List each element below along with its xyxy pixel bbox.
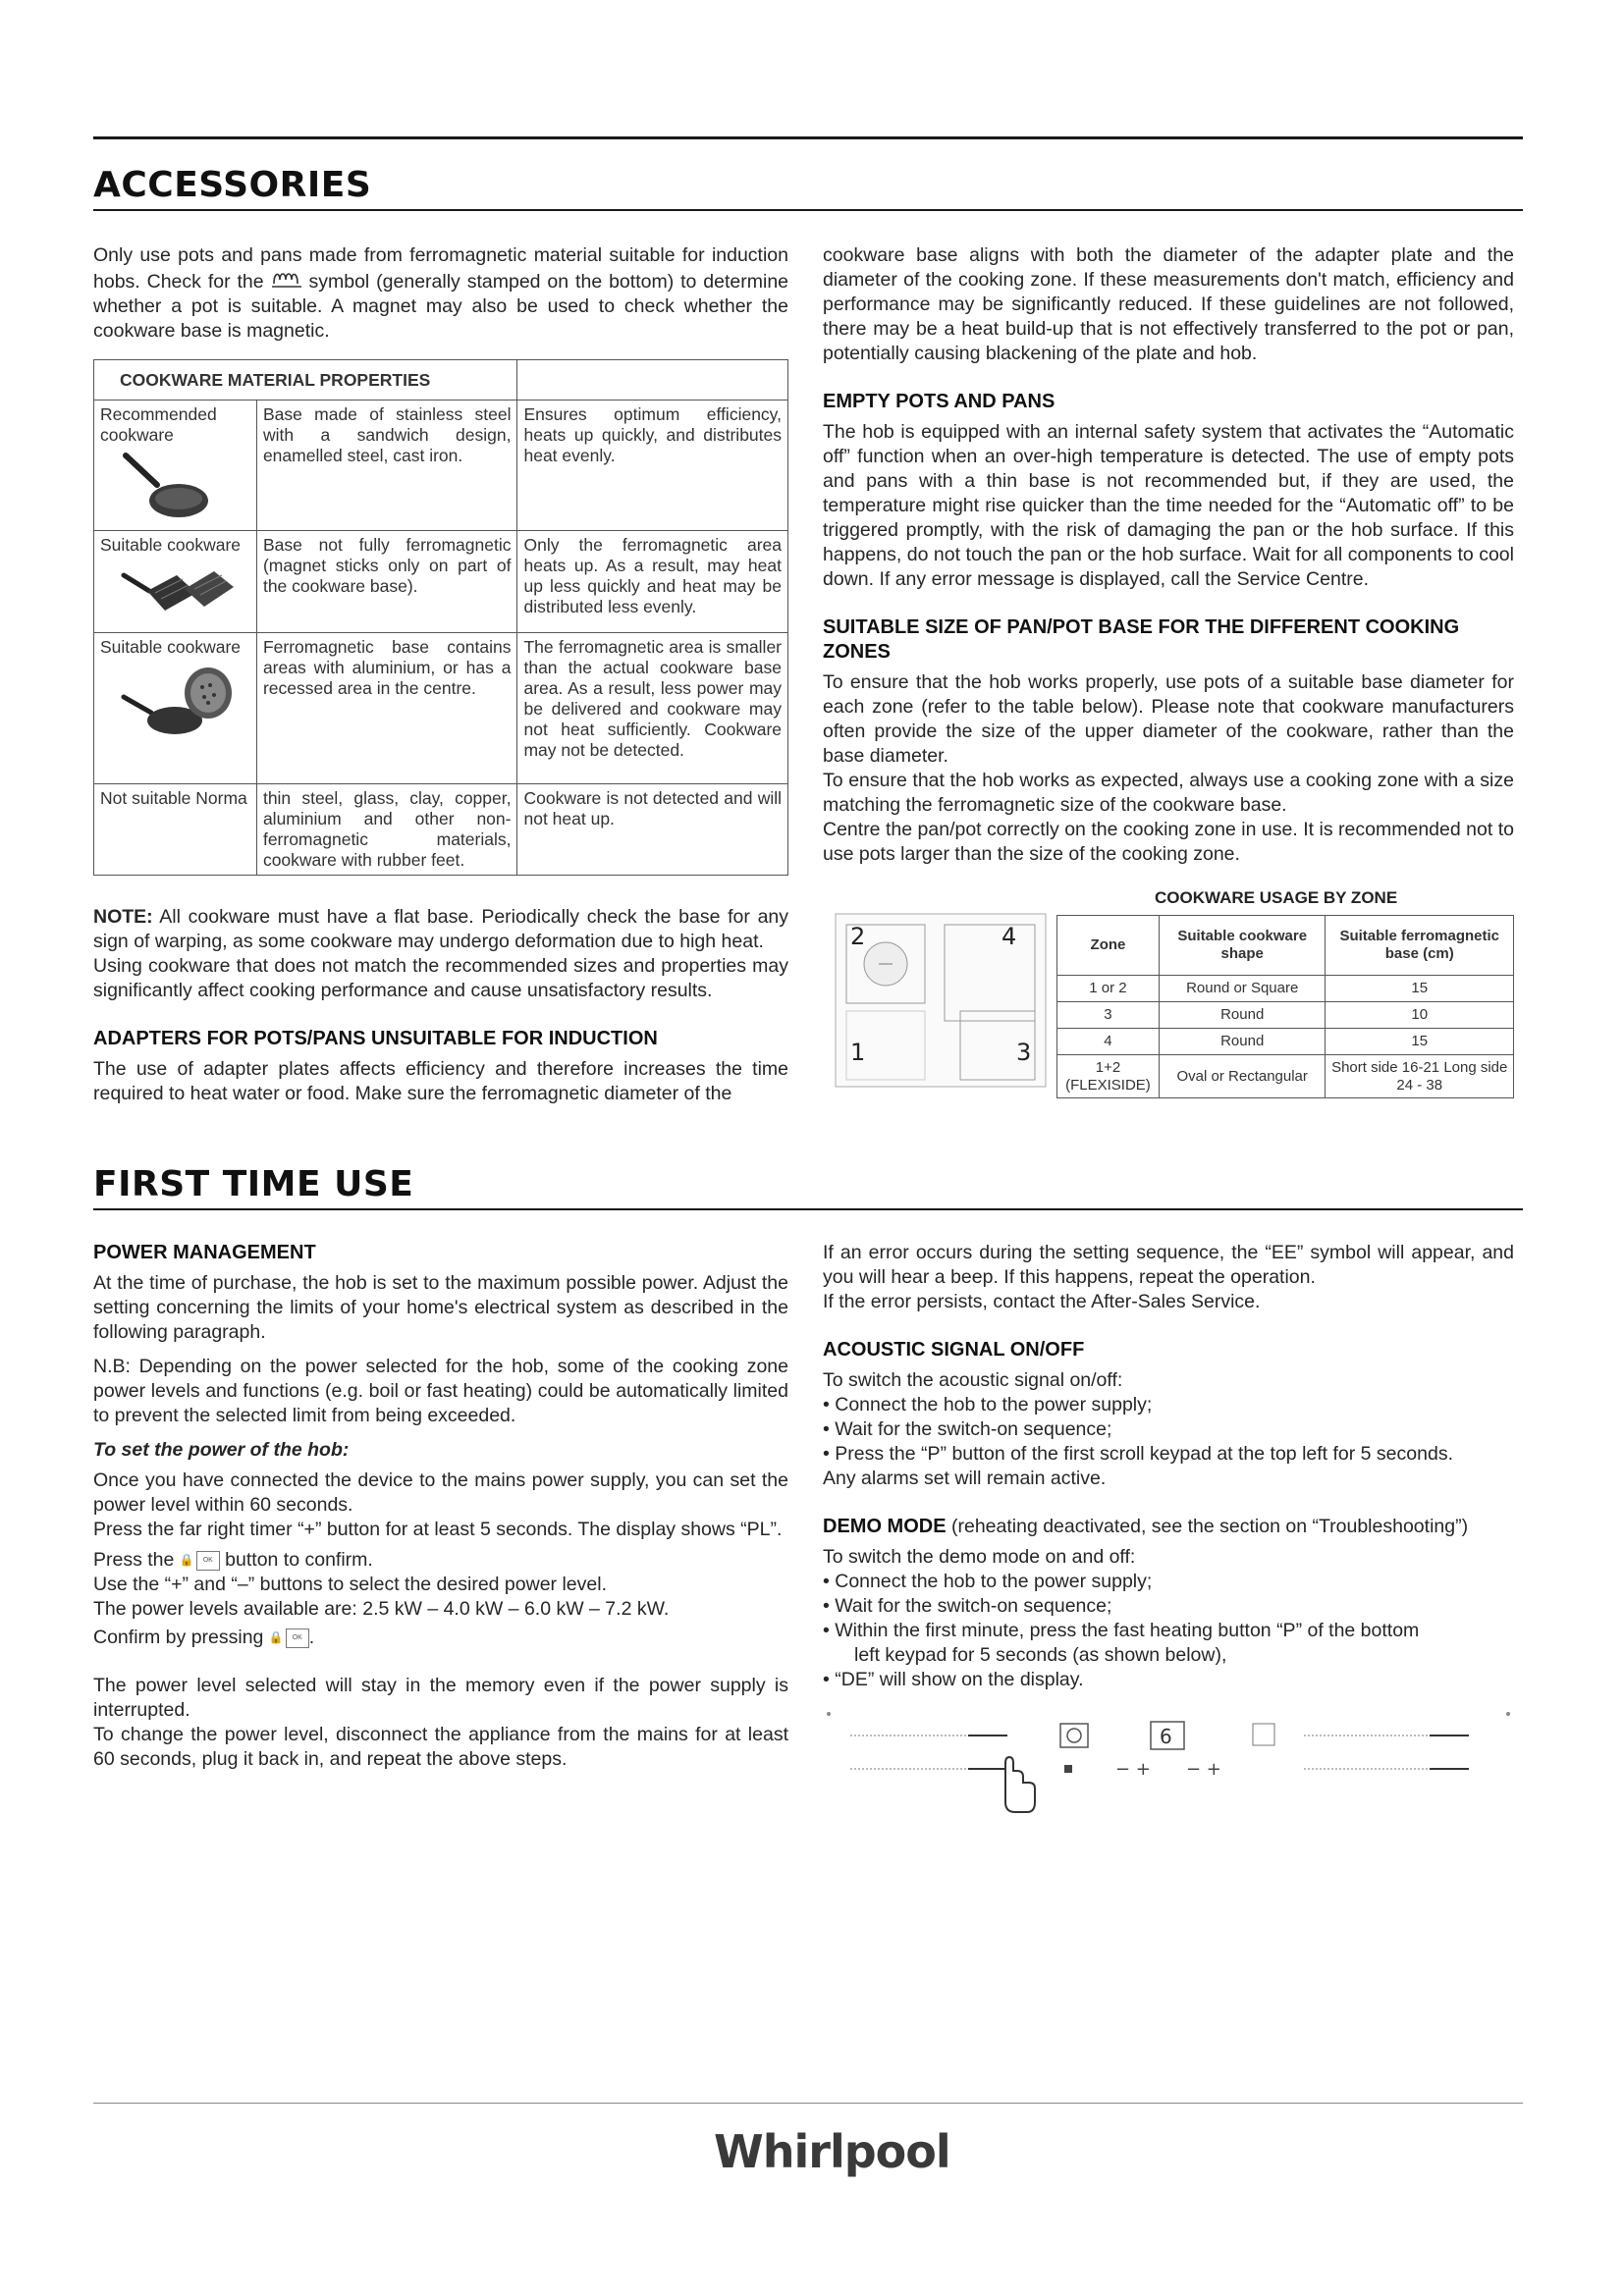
error-text-2: If the error persists, contact the After-Sales Service. <box>823 1291 1261 1312</box>
table-row <box>1057 1055 1514 1098</box>
size-text-2: To ensure that the hob works as expected, always use a cooking zone with a size matching the ferromagnetic size of the cookware base. <box>823 770 1514 816</box>
whirlpool-logo: Whirlpool <box>714 2125 950 2178</box>
demo-step-3: Within the first minute, press the fast heating button “P” of the bottom <box>835 1620 1420 1641</box>
size-text-3: Centre the pan/pot correctly on the cooking zone in use. It is recommended not to use pots larger than the size of the cooking zone. <box>823 819 1514 865</box>
list-item: • Wait for the switch-on sequence; <box>823 1594 1514 1619</box>
row-type: Suitable cookware <box>100 637 241 657</box>
list-item: • “DE” will show on the display. <box>823 1668 1514 1692</box>
pans-icon <box>120 664 238 742</box>
adapters-heading: ADAPTERS FOR POTS/PANS UNSUITABLE FOR INDUCTION <box>93 1028 658 1049</box>
row-result: Ensures optimum efficiency, heats up quickly, and distributes heat evenly. <box>517 400 788 531</box>
shape-cell: Round or Square <box>1159 976 1326 1002</box>
zone-cell: 3 <box>1057 1002 1160 1029</box>
zone-usage-table <box>1056 915 1514 1098</box>
zone-label-4: 4 <box>1001 923 1017 950</box>
accessories-left-bottom <box>93 905 788 1106</box>
row-type: Recommended cookware <box>100 404 217 445</box>
power-icon <box>1067 1729 1081 1742</box>
intro-part-1: Only use pots and pans made from ferromagnetic material suitable for induction hobs. Check for the <box>93 244 788 293</box>
accessories-title: ACCESSORIES <box>93 165 372 205</box>
set-power-heading: To set the power of the hob: <box>93 1439 350 1461</box>
to-confirm-text: button to confirm. <box>225 1549 373 1571</box>
list-item: • Connect the hob to the power supply; <box>823 1393 1514 1417</box>
acoustic-steps <box>823 1393 1514 1467</box>
shape-cell: Oval or Rectangular <box>1159 1055 1326 1098</box>
table-row <box>94 784 788 876</box>
base-cell: Short side 16-21 Long side 24 - 38 <box>1326 1055 1514 1098</box>
base-header: Suitable ferromagnetic base (cm) <box>1326 916 1514 976</box>
press-confirm-line <box>93 1548 788 1573</box>
row-material: thin steel, glass, clay, copper, aluminium and other non-ferromagnetic materials, cookware with rubber feet. <box>256 784 517 876</box>
demo-steps <box>823 1570 1514 1692</box>
table-row <box>1057 1029 1514 1055</box>
base-cell: 15 <box>1326 976 1514 1002</box>
demo-heading-line <box>823 1515 1514 1539</box>
note-text: All cookware must have a flat base. Periodically check the base for any sign of warping, as some cookware may undergo deformation due to high heat. <box>93 906 789 952</box>
hob-keypad-illustration <box>821 1708 1514 1816</box>
table-row <box>94 633 788 784</box>
zone-table-header <box>1057 916 1514 976</box>
size-heading: SUITABLE SIZE OF PAN/POT BASE FOR THE DIFFERENT COOKING ZONES <box>823 616 1460 663</box>
first-time-use-title-rule <box>93 1208 1523 1210</box>
shape-cell: Round <box>1159 1029 1326 1055</box>
empty-pots-text: The hob is equipped with an internal safety system that activates the “Automatic off” function when an over-high temperature is detected. The use of empty pots and pans with a thin base is not recommended but, if they are used, the temperature might rise quicker than the time needed for the “Automatic off” to be triggered promptly, with the risk of damaging the pan or the hob surface. If this happens, do not touch the pan or the hob surface. Wait for all components to cool down. If any error message is displayed, call the Service Centre. <box>823 421 1514 590</box>
hob-zones-diagram <box>835 913 1047 1088</box>
acoustic-outro: Any alarms set will remain active. <box>823 1468 1107 1489</box>
shape-header: Suitable cookware shape <box>1159 916 1326 976</box>
first-use-right-column <box>823 1241 1514 1692</box>
note-label: NOTE: <box>93 906 153 928</box>
table-row <box>1057 976 1514 1002</box>
grill-pan-icon <box>120 561 236 618</box>
frying-pan-icon <box>120 452 210 522</box>
base-cell: 15 <box>1326 1029 1514 1055</box>
accessories-right-column <box>823 243 1514 867</box>
intro-part-2: symbol (generally stamped on the bottom) to determine whether a pot is suitable. A magnet may also be used to check whether the cookware base is magnetic. <box>93 271 789 342</box>
ok-button[interactable]: OK <box>286 1629 309 1648</box>
acoustic-intro: To switch the acoustic signal on/off: <box>823 1369 1123 1391</box>
row-material: Base not fully ferromagnetic (magnet sticks only on part of the cookware base). <box>256 531 517 633</box>
cookware-material-table <box>93 359 788 876</box>
demo-heading: DEMO MODE <box>823 1516 947 1537</box>
minus-plus-right: − + <box>1186 1759 1221 1780</box>
list-item: • Press the “P” button of the first scroll keypad at the top left for 5 seconds. <box>823 1442 1514 1467</box>
zone-cell: 1 or 2 <box>1057 976 1160 1002</box>
demo-intro: To switch the demo mode on and off: <box>823 1546 1136 1568</box>
zone-label-3: 3 <box>1016 1039 1032 1066</box>
footer-rule <box>93 2103 1523 2104</box>
first-time-use-title: FIRST TIME USE <box>93 1164 414 1204</box>
zone-cell: 1+2 (FLEXISIDE) <box>1057 1055 1160 1098</box>
minus-plus-left: − + <box>1115 1759 1151 1780</box>
first-use-left-column <box>93 1241 788 1772</box>
use-buttons-text: Use the “+” and “–” buttons to select the desired power level. <box>93 1574 607 1595</box>
list-item: • Connect the hob to the power supply; <box>823 1570 1514 1594</box>
power-management-heading: POWER MANAGEMENT <box>93 1242 316 1263</box>
confirm-pressing-line: Confirm by pressing 🔒 OK . <box>93 1627 315 1648</box>
finger-pointer-icon <box>1005 1757 1035 1812</box>
adapters-continued: cookware base aligns with both the diameter of the adapter plate and the diameter of the cooking zone. If these measurements don't match, efficiency and performance may be significantly reduced. If these guidelines are not followed, there may be a heat build-up that is not effectively transferred to the pot or pan, potentially causing blackening of the plate and hob. <box>823 244 1514 364</box>
table-row <box>94 531 788 633</box>
material-table-header: COOKWARE MATERIAL PROPERTIES <box>94 360 517 400</box>
memory-text-1: The power level selected will stay in the memory even if the power supply is interrupted. <box>93 1675 788 1721</box>
power-levels-text: The power levels available are: 2.5 kW – 4.0 kW – 6.0 kW – 7.2 kW. <box>93 1598 670 1620</box>
confirm-pressing-text: Confirm by pressing <box>93 1627 264 1648</box>
row-result: Only the ferromagnetic area heats up. As a result, may heat up less quickly and heat may be distributed less evenly. <box>517 531 788 633</box>
table-row <box>1057 1002 1514 1029</box>
ok-button[interactable]: OK <box>196 1551 220 1571</box>
shape-cell: Round <box>1159 1002 1326 1029</box>
row-material: Base made of stainless steel with a sandwich design, enamelled steel, cast iron. <box>256 400 517 531</box>
adapters-text: The use of adapter plates affects efficiency and therefore increases the time required to heat water or food. Make sure the ferromagnetic diameter of the <box>93 1058 788 1104</box>
table-row <box>94 400 788 531</box>
demo-step-3-cont: left keypad for 5 seconds (as shown below), <box>854 1644 1227 1666</box>
error-text-1: If an error occurs during the setting sequence, the “EE” symbol will appear, and you will hear a beep. If this happens, repeat the operation. <box>823 1242 1514 1288</box>
demo-note: (reheating deactivated, see the section on “Troubleshooting”) <box>950 1516 1469 1537</box>
zone-label-2: 2 <box>850 923 866 950</box>
memory-text-2: To change the power level, disconnect the appliance from the mains for at least 60 seconds, plug it back in, and repeat the above steps. <box>93 1724 788 1770</box>
row-material: Ferromagnetic base contains areas with aluminium, or has a recessed area in the centre. <box>256 633 517 784</box>
zone-indicator <box>1064 1765 1072 1773</box>
accessories-left-column <box>93 243 788 344</box>
power-text-1: At the time of purchase, the hob is set to the maximum possible power. Adjust the setting concerning the limits of your home's electrical system as described in the following paragraph. <box>93 1272 788 1343</box>
empty-pots-heading: EMPTY POTS AND PANS <box>823 391 1056 412</box>
accessories-intro <box>93 243 788 344</box>
acoustic-heading: ACOUSTIC SIGNAL ON/OFF <box>823 1339 1085 1361</box>
top-rule <box>93 136 1523 139</box>
note-text-2: Using cookware that does not match the recommended sizes and properties may significantly affect cooking performance and cause unsatisfactory results. <box>93 955 788 1001</box>
row-result: Cookware is not detected and will not heat up. <box>517 784 788 876</box>
note-paragraph <box>93 905 788 954</box>
base-cell: 10 <box>1326 1002 1514 1029</box>
zone-table-title: COOKWARE USAGE BY ZONE <box>1155 888 1398 907</box>
timer-display-glyph: 6 <box>1160 1725 1172 1748</box>
zone-label-1: 1 <box>850 1039 866 1066</box>
induction-coil-icon <box>271 268 302 290</box>
size-text-1: To ensure that the hob works properly, use pots of a suitable base diameter for each zone (refer to the table below). Please note that cookware manufacturers often provide the size of the upper diameter of the cookware, rather than the base diameter. <box>823 671 1514 767</box>
set-power-2: Press the far right timer “+” button for at least 5 seconds. The display shows “PL”. <box>93 1519 783 1540</box>
power-button[interactable] <box>1060 1724 1088 1747</box>
lock-ok-button[interactable] <box>1253 1724 1274 1745</box>
list-item <box>823 1619 1514 1668</box>
lock-icon: 🔒 <box>268 1630 284 1644</box>
zone-cell: 4 <box>1057 1029 1160 1055</box>
row-type: Not suitable Norma <box>94 784 257 876</box>
set-power-1: Once you have connected the device to the mains power supply, you can set the power level within 60 seconds. <box>93 1469 788 1516</box>
zone-header: Zone <box>1057 916 1160 976</box>
press-the-text: Press the <box>93 1549 175 1571</box>
accessories-title-rule <box>93 209 1523 211</box>
row-type: Suitable cookware <box>100 535 241 555</box>
power-text-2: N.B: Depending on the power selected for the hob, some of the cooking zone power levels and functions (e.g. boil or fast heating) could be automatically limited to prevent the selected limit from being exceeded. <box>93 1356 788 1426</box>
lock-icon: 🔒 <box>179 1553 194 1567</box>
row-result: The ferromagnetic area is smaller than the actual cookware base area. As a result, less power may be delivered and cookware may not heat sufficiently. Cookware may not be detected. <box>517 633 788 784</box>
list-item: • Wait for the switch-on sequence; <box>823 1417 1514 1442</box>
